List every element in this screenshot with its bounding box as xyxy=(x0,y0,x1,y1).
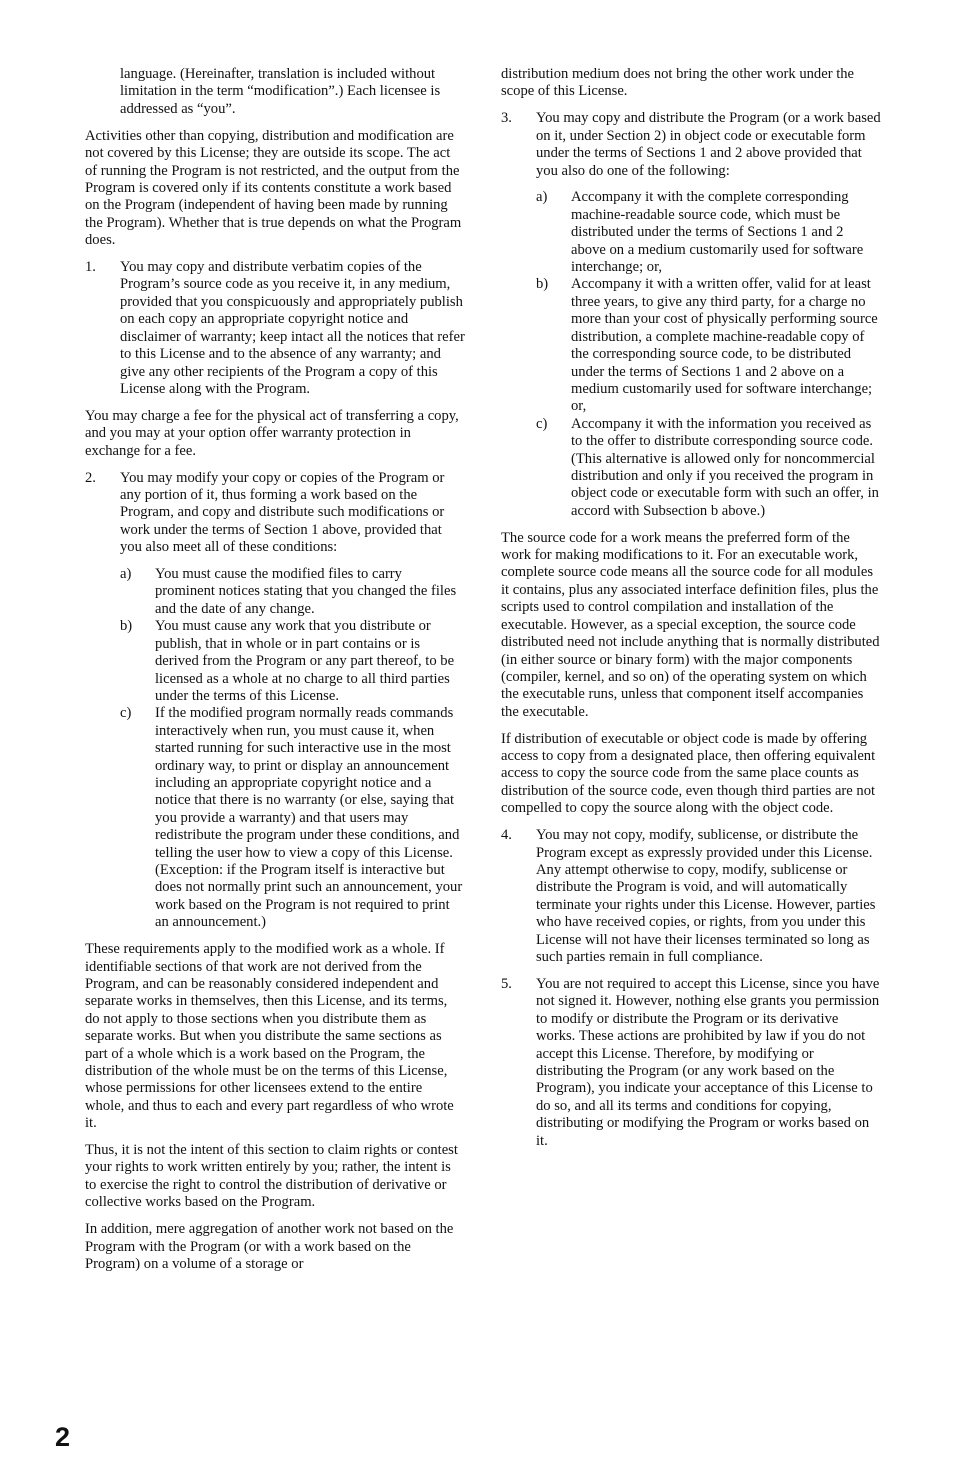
paragraph-aggregation: In addition, mere aggregation of another work not based on the Program with the Program (or with a work based on the Program) on a volume of a storage or xyxy=(85,1221,454,1272)
paragraph-designated-place: If distribution of executable or object code is made by offering access to copy from a designated place, then offering equivalent access to copy the source code from the same place counts as distribution of the source code, even though third parties are not compelled to copy the source along with the object code. xyxy=(501,730,876,817)
sublist-letter: c) xyxy=(120,705,132,722)
paragraph-fee: You may charge a fee for the physical act of transferring a copy, and you may at your option offer warranty protection in exchange for a fee. xyxy=(85,407,459,459)
sublist-item xyxy=(536,276,881,415)
sublist-letter: a) xyxy=(536,189,548,206)
continued-paragraph: language. (Hereinafter, translation is included without limitation in the term “modification”.) Each licensee is addressed as “you”. xyxy=(120,66,441,117)
sublist-item-3 xyxy=(501,189,881,520)
sublist-item xyxy=(120,705,465,931)
sublist-letter: b) xyxy=(120,618,133,635)
sublist-text: Accompany it with the information you received as to the offer to distribute corresponding source code. (This alternative is allowed only for noncommercial distribution and only if you received the program in object code or executable form with such an offer, in accord with Subsection b above.) xyxy=(571,415,879,519)
list-number: 2. xyxy=(85,469,96,486)
list-number: 1. xyxy=(85,259,96,276)
sublist-item xyxy=(120,618,465,705)
sublist-letter: b) xyxy=(536,276,549,293)
paragraph-distribution-medium: distribution medium does not bring the other work under the scope of this License. xyxy=(501,66,855,100)
right-column xyxy=(501,66,881,1159)
list-text: You may not copy, modify, sublicense, or distribute the Program except as expressly provided under this License. Any attempt otherwise to copy, modify, sublicense or distribute the Program is void, and will automatically terminate your rights under this License. However, parties who have received copies, or rights, from you under this License will not have their licenses terminated so long as such parties remain in full compliance. xyxy=(536,827,876,965)
page-number: 2 xyxy=(55,1422,71,1452)
sublist-text: Accompany it with the complete corresponding machine-readable source code, which must be distributed under the terms of Sections 1 and 2 above on a medium customarily used for software interchange; or, xyxy=(571,189,864,276)
list-item-1 xyxy=(85,259,465,398)
list-number: 4. xyxy=(501,827,512,844)
sublist-letter: a) xyxy=(120,566,132,583)
sublist-text: You must cause any work that you distribute or publish, that in whole or in part contains or is derived from the Program or any part thereof, to be licensed as a whole at no charge to all third parties under the terms of this License. xyxy=(155,618,455,704)
list-number: 3. xyxy=(501,110,512,127)
list-item-5 xyxy=(501,976,881,1150)
sublist-letter: c) xyxy=(536,415,548,432)
paragraph-intent: Thus, it is not the intent of this section to claim rights or contest your rights to work written entirely by you; rather, the intent is to exercise the right to control the distribution of derivative or collective works based on the Program. xyxy=(85,1142,458,1211)
paragraph-activities: Activities other than copying, distribution and modification are not covered by this License; they are outside its scope. The act of running the Program is not restricted, and the output from the Program is covered only if its contents constitute a work based on the Program (independent of having been made by running the Program). Whether that is true depends on what the Program does. xyxy=(85,127,462,249)
sublist-item-2 xyxy=(85,566,465,932)
list-text: You may modify your copy or copies of the Program or any portion of it, thus forming a work based on the Program, and copy and distribute such modifications or work under the terms of Section 1 above, provided that you also meet all of these conditions: xyxy=(120,469,445,556)
sublist-text: If the modified program normally reads commands interactively when run, you must cause it, when started running for such interactive use in the most ordinary way, to print or display an announcement including an appropriate copyright notice and a notice that there is no warranty (or else, saying that you provide a warranty) and that users may redistribute the program under these conditions, and telling the user how to view a copy of this License. (Exception: if the Program itself is interactive but does not normally print such an announcement, your work based on the Program is not required to print an announcement.) xyxy=(155,705,463,931)
list-text: You may copy and distribute verbatim copies of the Program’s source code as you receive it, in any medium, provided that you conspicuously and appropriately publish on each copy an appropriate copyright notice and disclaimer of warranty; keep intact all the notices that refer to this License and to the absence of any warranty; and give any other recipients of the Program a copy of this License along with the Program. xyxy=(120,259,465,397)
list-text: You are not required to accept this License, since you have not signed it. However, nothing else grants you permission to modify or distribute the Program or its derivative works. These actions are prohibited by law if you do not accept this License. Therefore, by modifying or distributing the Program (or any work based on the Program), you indicate your acceptance of this License to do so, and all its terms and conditions for copying, distributing or modifying the Program or works based on it. xyxy=(536,975,880,1149)
list-item-4 xyxy=(501,827,881,966)
sublist-text: You must cause the modified files to carry prominent notices stating that you changed the files and the date of any change. xyxy=(155,566,457,617)
list-item-2 xyxy=(85,470,465,557)
list-item-3 xyxy=(501,110,881,180)
sublist-text: Accompany it with a written offer, valid for at least three years, to give any third party, for a charge no more than your cost of physically performing source distribution, a complete machine-readable copy of the corresponding source code, to be distributed under the terms of Sections 1 and 2 above on a medium customarily used for software interchange; or, xyxy=(571,276,878,415)
sublist-item xyxy=(536,189,881,276)
list-number: 5. xyxy=(501,975,512,992)
left-column xyxy=(85,66,465,1283)
sublist-item xyxy=(536,416,881,520)
paragraph-requirements: These requirements apply to the modified work as a whole. If identifiable sections of that work are not derived from the Program, and can be reasonably considered independent and separate works in themselves, then this License, and its terms, do not apply to those sections when you distribute them as separate works. But when you distribute the same sections as part of a whole which is a work based on the Program, the distribution of the whole must be on the terms of this License, whose permissions for other licensees extend to the entire whole, and thus to each and every part regardless of who wrote it. xyxy=(85,941,454,1132)
list-text: You may copy and distribute the Program (or a work based on it, under Section 2) in object code or executable form under the terms of Sections 1 and 2 above provided that you also do one of the following: xyxy=(536,110,881,179)
sublist-item xyxy=(120,566,465,618)
paragraph-source-code: The source code for a work means the preferred form of the work for making modifications to it. For an executable work, complete source code means all the source code for all modules it contains, plus any associated interface definition files, plus the scripts used to control compilation and installation of the executable. However, as a special exception, the source code distributed need not include anything that is normally distributed (in either source or binary form) with the major components (compiler, kernel, and so on) of the operating system on which the executable runs, unless that component itself accompanies the executable. xyxy=(501,529,880,720)
